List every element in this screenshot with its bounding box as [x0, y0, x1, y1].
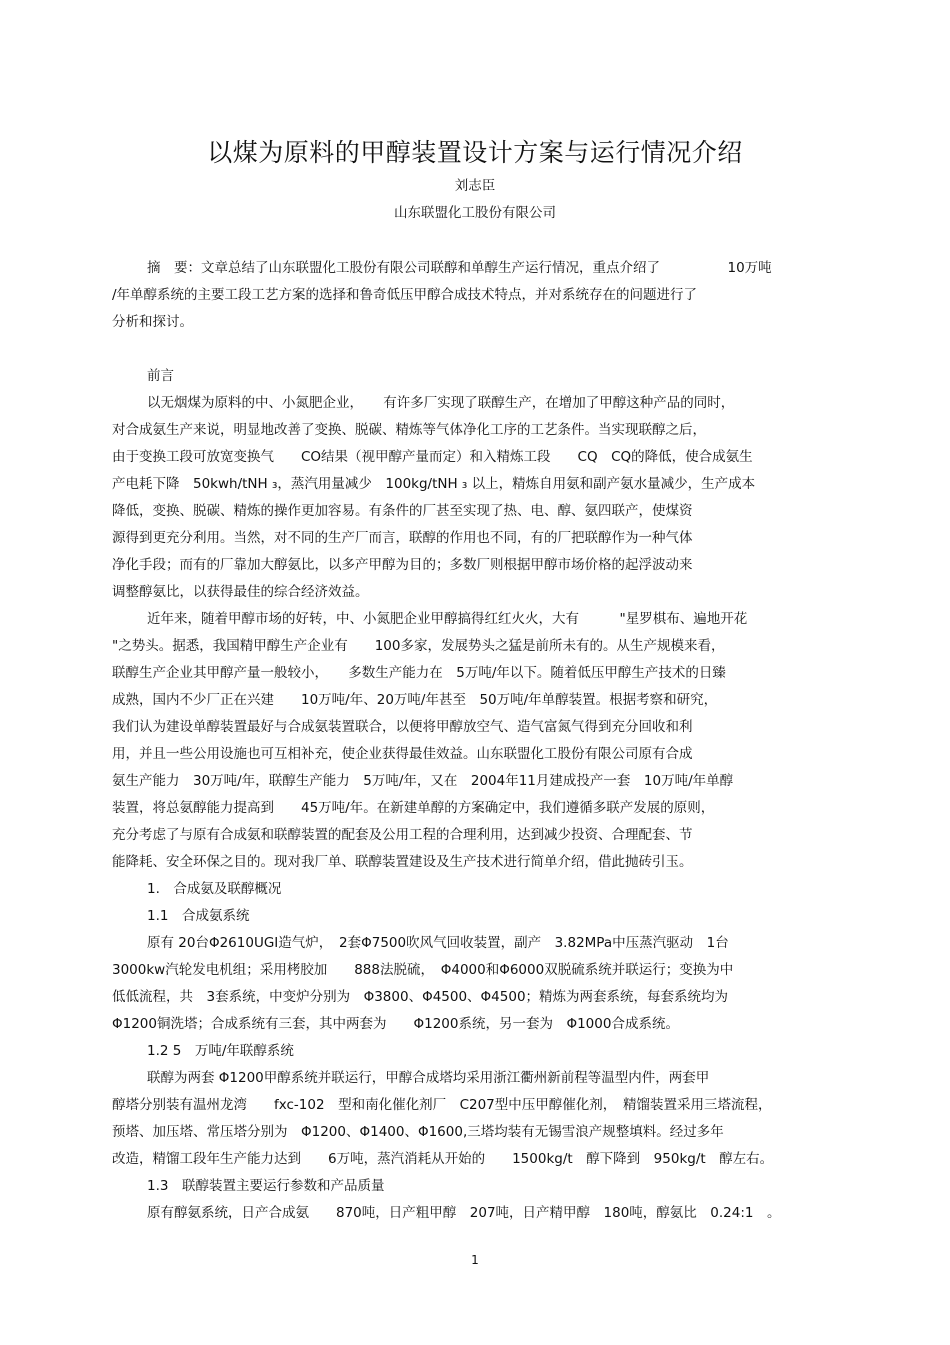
- preface-heading: 前言: [147, 368, 174, 384]
- preface-line-17: 充分考虑了与原有合成氨和联醇装置的配套及公用工程的合理利用，达到减少投资、合理配套、节: [112, 827, 693, 843]
- section-1-2-line-4: 改造，精馏工段年生产能力达到 6万吨，蒸汽消耗从开始的 1500kg/t 醇下降到 950kg/t 醇左右。: [112, 1151, 774, 1167]
- author-affiliation: 山东联盟化工股份有限公司: [394, 205, 556, 221]
- preface-line-12: 成熟，国内不少厂正在兴建 10万吨/年、20万吨/年甚至 50万吨/年单醇装置。根据考察和研究，: [112, 692, 718, 708]
- preface-line-5: 降低，变换、脱碳、精炼的操作更加容易。有条件的厂甚至实现了热、电、醇、氨四联产，使煤资: [112, 503, 693, 519]
- preface-line-15: 氨生产能力 30万吨/年，联醇生产能力 5万吨/年，又在 2004年11月建成投产一套 10万吨/年单醇: [112, 773, 734, 789]
- paper-title: 以煤为原料的甲醇装置设计方案与运行情况介绍: [207, 138, 743, 167]
- section-1-2-line-2: 醇塔分别装有温州龙湾 fxc-102 型和南化催化剂厂 C207型中压甲醇催化剂， 精馏装置采用三塔流程，: [112, 1097, 772, 1113]
- preface-line-16: 装置，将总氨醇能力提高到 45万吨/年。在新建单醇的方案确定中，我们遵循多联产发展的原则，: [112, 800, 715, 816]
- preface-line-13: 我们认为建设单醇装置最好与合成氨装置联合，以便将甲醇放空气、造气富氮气得到充分回收和利: [112, 719, 693, 735]
- preface-line-9: 近年来，随着甲醇市场的好转，中、小氮肥企业甲醇搞得红红火火，大有 "星罗棋布、遍地开花: [147, 611, 748, 627]
- section-1-1-heading: 1.1 合成氨系统: [147, 908, 250, 924]
- preface-line-2: 对合成氨生产来说，明显地改善了变换、脱碳、精炼等气体净化工序的工艺条件。当实现联醇之后，: [112, 422, 706, 438]
- section-1-3-line-1: 原有醇氨系统，日产合成氨 870吨，日产粗甲醇 207吨，日产精甲醇 180吨，醇氨比 0.24:1 。: [147, 1205, 781, 1221]
- preface-line-14: 用，并且一些公用设施也可互相补充，使企业获得最佳效益。山东联盟化工股份有限公司原有合成: [112, 746, 693, 762]
- preface-line-1: 以无烟煤为原料的中、小氮肥企业， 有许多厂实现了联醇生产，在增加了甲醇这种产品的同时，: [147, 395, 735, 411]
- section-1-2-heading: 1.2 5 万吨/年联醇系统: [147, 1043, 294, 1059]
- section-1-2-line-3: 预塔、加压塔、常压塔分别为 Φ1200、Φ1400、Φ1600,三塔均装有无锡雪浪产规整填料。经过多年: [112, 1124, 724, 1140]
- section-1-2-line-1: 联醇为两套 Φ1200甲醇系统并联运行，甲醇合成塔均采用浙江衢州新前程等温型内件，两套甲: [147, 1070, 710, 1086]
- preface-line-11: 联醇生产企业其甲醇产量一般较小， 多数生产能力在 5万吨/年以下。随着低压甲醇生产技术的日臻: [112, 665, 726, 681]
- abstract-line-3: 分析和探讨。: [112, 314, 193, 330]
- section-1-1-line-1: 原有 20台Φ2610UGI造气炉， 2套Φ7500吹风气回收装置，副产 3.82MPa中压蒸汽驱动 1台: [147, 935, 729, 951]
- preface-line-8: 调整醇氨比，以获得最佳的综合经济效益。: [112, 584, 369, 600]
- section-1-1-line-3: 低低流程，共 3套系统，中变炉分别为 Φ3800、Φ4500、Φ4500；精炼为两套系统，每套系统均为: [112, 989, 729, 1005]
- preface-line-7: 净化手段；而有的厂靠加大醇氨比，以多产甲醇为目的；多数厂则根据甲醇市场价格的起浮波动来: [112, 557, 693, 573]
- section-1-1-line-4: Φ1200铜洗塔；合成系统有三套，其中两套为 Φ1200系统，另一套为 Φ1000合成系统。: [112, 1016, 679, 1032]
- preface-line-6: 源得到更充分利用。当然，对不同的生产厂而言，联醇的作用也不同，有的厂把联醇作为一种气体: [112, 530, 693, 546]
- preface-line-4: 产电耗下降 50kwh/tNH ₃，蒸汽用量减少 100kg/tNH ₃ 以上，精炼自用氨和副产氨水量减少，生产成本: [112, 476, 756, 492]
- author-name: 刘志臣: [454, 178, 496, 194]
- page-number: 1: [471, 1253, 479, 1267]
- section-1-3-heading: 1.3 联醇装置主要运行参数和产品质量: [147, 1178, 385, 1194]
- preface-line-18: 能降耗、安全环保之目的。现对我厂单、联醇装置建设及生产技术进行简单介绍，借此抛砖引玉。: [112, 854, 693, 870]
- section-1-1-line-2: 3000kw汽轮发电机组；采用栲胶加 888法脱硫， Φ4000和Φ6000双脱硫系统并联运行；变换为中: [112, 962, 734, 978]
- section-1-heading: 1. 合成氨及联醇概况: [147, 881, 282, 897]
- abstract-line-2: /年单醇系统的主要工段工艺方案的选择和鲁奇低压甲醇合成技术特点，并对系统存在的问题进行了: [112, 287, 698, 303]
- abstract-line-1: 摘 要：文章总结了山东联盟化工股份有限公司联醇和单醇生产运行情况，重点介绍了 10万吨: [147, 260, 772, 276]
- preface-line-10: "之势头。据悉，我国精甲醇生产企业有 100多家，发展势头之猛是前所未有的。从生产规模来看，: [112, 638, 725, 654]
- preface-line-3: 由于变换工段可放宽变换气 CO结果（视甲醇产量而定）和入精炼工段 CQ CQ的降低，使合成氨生: [112, 449, 753, 465]
